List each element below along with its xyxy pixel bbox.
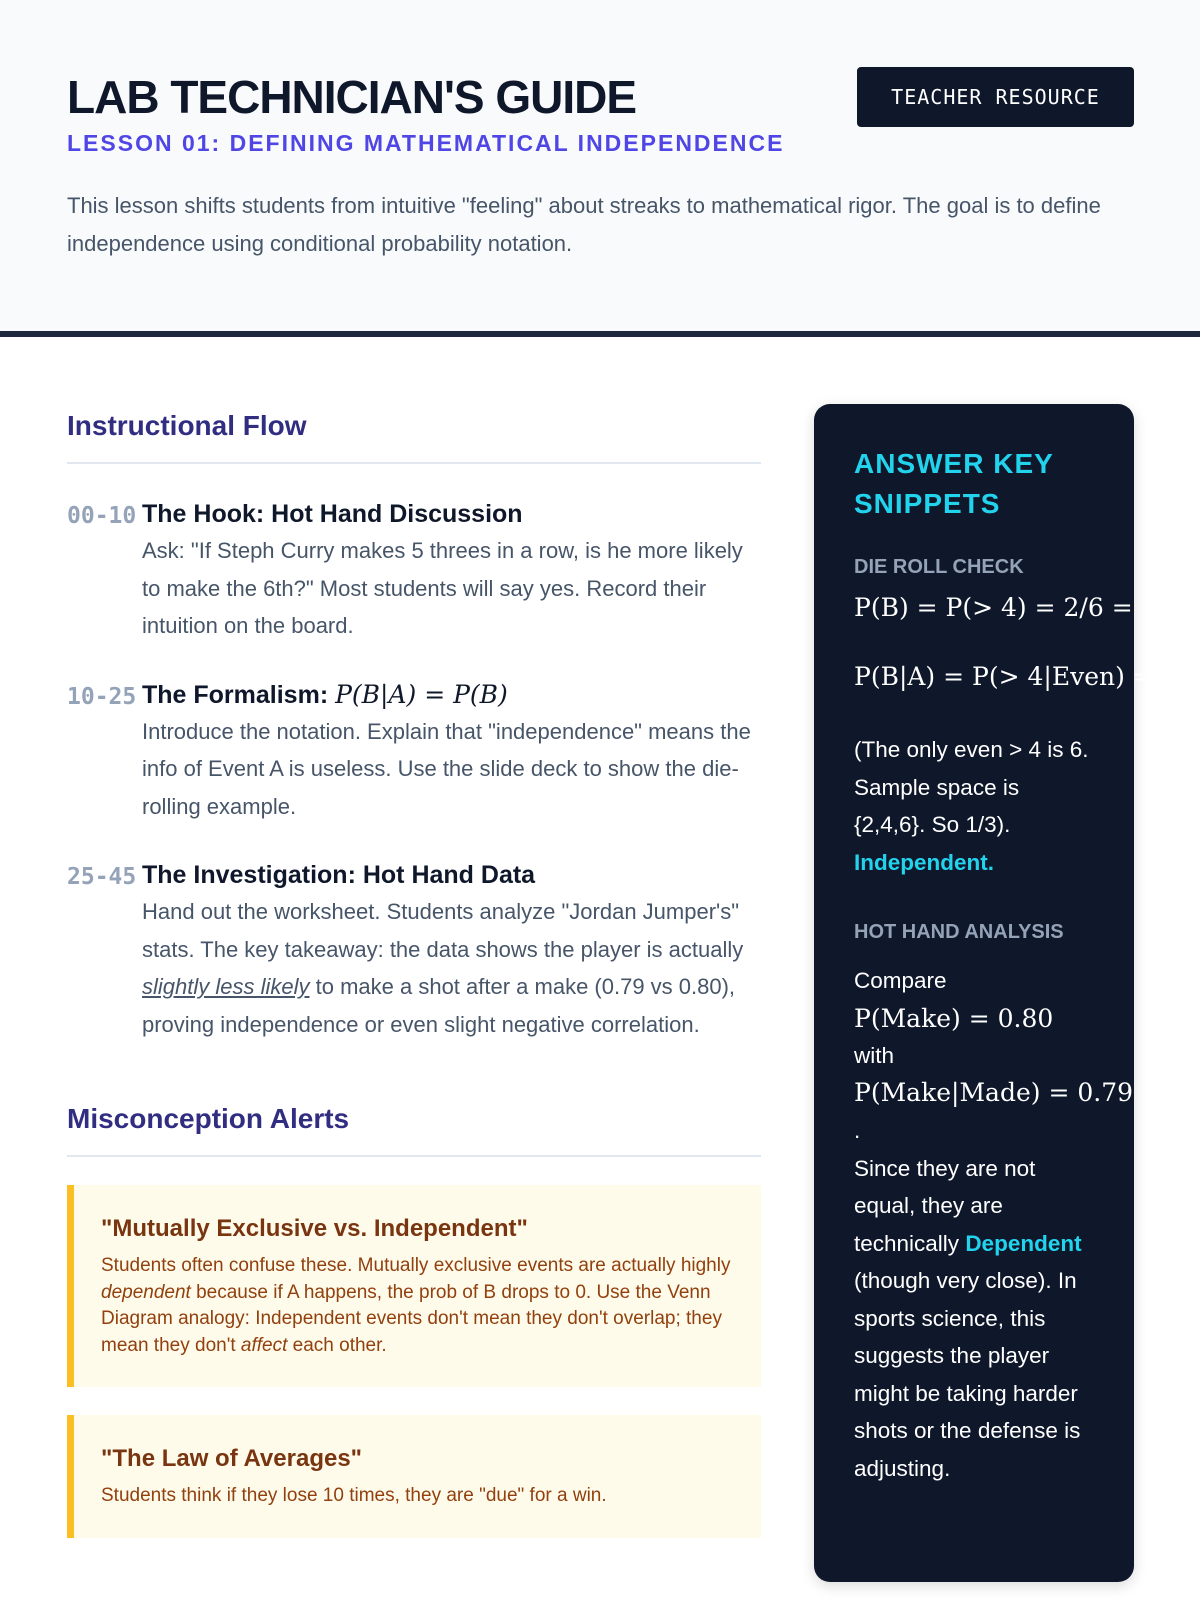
die-note: (The only even > 4 is 6. Sample space is {2,4,6}. So 1/3). Independent. bbox=[854, 737, 1089, 875]
step-title: The Investigation: Hot Hand Data bbox=[142, 861, 536, 889]
die-formula-1: P(B) = P(> 4) = 2/6 = 1/3 bbox=[854, 593, 1181, 622]
lesson-intro: This lesson shifts students from intuitive "feeling" about streaks to mathematical rigor. The goal is to define independence using conditional probability notation. bbox=[67, 193, 1101, 256]
step-time: 10-25 bbox=[67, 683, 137, 710]
alert-title: "Mutually Exclusive vs. Independent" bbox=[101, 1215, 528, 1242]
step-time: 25-45 bbox=[67, 864, 137, 890]
flow-step bbox=[67, 857, 761, 1043]
alert-title: "The Law of Averages" bbox=[101, 1445, 363, 1472]
step-title: The Hook: Hot Hand Discussion bbox=[142, 500, 523, 528]
step-time: 00-10 bbox=[67, 503, 137, 529]
flow-step bbox=[67, 496, 761, 645]
answer-key-panel bbox=[814, 404, 1202, 1582]
page-title: LAB TECHNICIAN'S GUIDE bbox=[67, 71, 637, 123]
hot-hand-period: . bbox=[854, 1118, 861, 1143]
misconception-alert bbox=[67, 1185, 761, 1387]
hot-hand-with: with bbox=[854, 1042, 895, 1068]
lesson-subtitle: LESSON 01: DEFINING MATHEMATICAL INDEPENDENCE bbox=[67, 130, 785, 156]
die-roll-label: DIE ROLL CHECK bbox=[854, 556, 1024, 578]
step-formula: P(B|A) = P(B) bbox=[335, 679, 508, 709]
instructional-flow-heading: Instructional Flow bbox=[67, 400, 761, 464]
teacher-resource-badge: TEACHER RESOURCE bbox=[857, 67, 1134, 127]
answer-key-heading: ANSWER KEY SNIPPETS bbox=[854, 448, 1054, 519]
step-title: The Formalism: bbox=[142, 680, 336, 709]
main-content bbox=[67, 400, 761, 1538]
alert-text: Students think if they lose 10 times, they are "due" for a win. bbox=[101, 1485, 607, 1506]
step-text: Ask: "If Steph Curry makes 5 threes in a row, is he more likely to make the 6th?" Most students will say yes. Record their intuition on the board. bbox=[142, 538, 743, 638]
die-formula-2: P(B|A) = P(> 4|Even) = 1/3 bbox=[854, 662, 1202, 691]
hot-formula-2: P(Make|Made) = 0.79 bbox=[854, 1078, 1134, 1107]
page-header bbox=[0, 0, 1200, 337]
step-text: Introduce the notation. Explain that "independence" means the info of Event A is useless. Use the slide deck to show the die-rolling example. bbox=[142, 718, 751, 819]
hot-formula-1: P(Make) = 0.80 bbox=[854, 1003, 1054, 1033]
emphasis: slightly less likely bbox=[142, 974, 310, 999]
step-text: Hand out the worksheet. Students analyze "Jordan Jumper's" stats. The key takeaway: the data shows the player is actually slightly less likely to make a shot after a make (0.79 vs 0.80), proving independence or even slight negative correlation. bbox=[142, 899, 744, 1037]
hot-hand-label: HOT HAND ANALYSIS bbox=[854, 921, 1064, 943]
flow-step bbox=[67, 677, 761, 826]
misconception-alerts-heading: Misconception Alerts bbox=[67, 1093, 761, 1157]
misconception-alert bbox=[67, 1415, 761, 1538]
hot-hand-explanation: Since they are not equal, they are technically Dependent (though very close). In sports science, this suggests the player might be taking harder shots or the defense is adjusting. bbox=[854, 1155, 1082, 1481]
alert-text: Students often confuse these. Mutually exclusive events are actually highly dependent because if A happens, the prob of B drops to 0. Use the Venn Diagram analogy: Independent events don't mean they don't overlap; they mean they don't affect each other. bbox=[101, 1255, 731, 1356]
hot-hand-compare: Compare bbox=[854, 968, 947, 993]
